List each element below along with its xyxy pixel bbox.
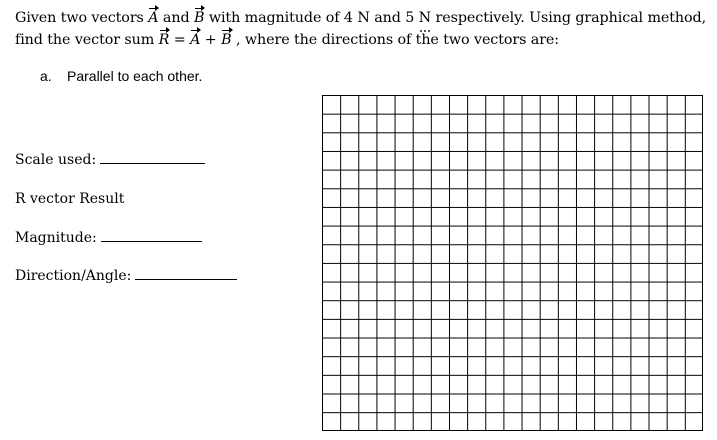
direction-angle-label: Direction/Angle: xyxy=(15,268,132,284)
direction-angle-field[interactable] xyxy=(15,268,237,284)
equals-sign: = xyxy=(169,32,191,48)
plus-sign: + xyxy=(200,32,222,48)
magnitude-label: Magnitude: xyxy=(15,230,97,246)
vector-r-symbol: R xyxy=(159,29,170,51)
vector-a-symbol: A xyxy=(190,29,200,51)
problem-text: respectively. Using graphical method, xyxy=(431,10,707,26)
vector-b-symbol: B xyxy=(194,7,204,29)
problem-text: Given two vectors xyxy=(15,10,149,26)
vector-a-symbol: A xyxy=(148,7,158,29)
direction-angle-blank[interactable] xyxy=(135,278,237,280)
problem-text: , where the directions of the two vectors are: xyxy=(231,32,560,48)
part-a-letter: a. xyxy=(40,68,52,84)
unit-newton: N xyxy=(419,7,431,29)
problem-statement xyxy=(15,7,710,51)
scale-used-blank[interactable] xyxy=(100,162,205,164)
problem-text: find the vector sum xyxy=(15,32,159,48)
graph-paper-grid[interactable] xyxy=(322,95,703,431)
part-a xyxy=(40,68,202,84)
r-vector-result-label: R vector Result xyxy=(15,191,125,207)
magnitude-blank[interactable] xyxy=(101,240,202,242)
part-a-text: Parallel to each other. xyxy=(67,68,203,84)
magnitude-field[interactable] xyxy=(15,230,202,246)
problem-text: with magnitude of 4 N and 5 xyxy=(204,10,419,26)
vector-b-symbol: B xyxy=(221,29,231,51)
problem-text: and xyxy=(158,10,194,26)
scale-used-field[interactable] xyxy=(15,152,205,168)
scale-used-label: Scale used: xyxy=(15,152,97,168)
